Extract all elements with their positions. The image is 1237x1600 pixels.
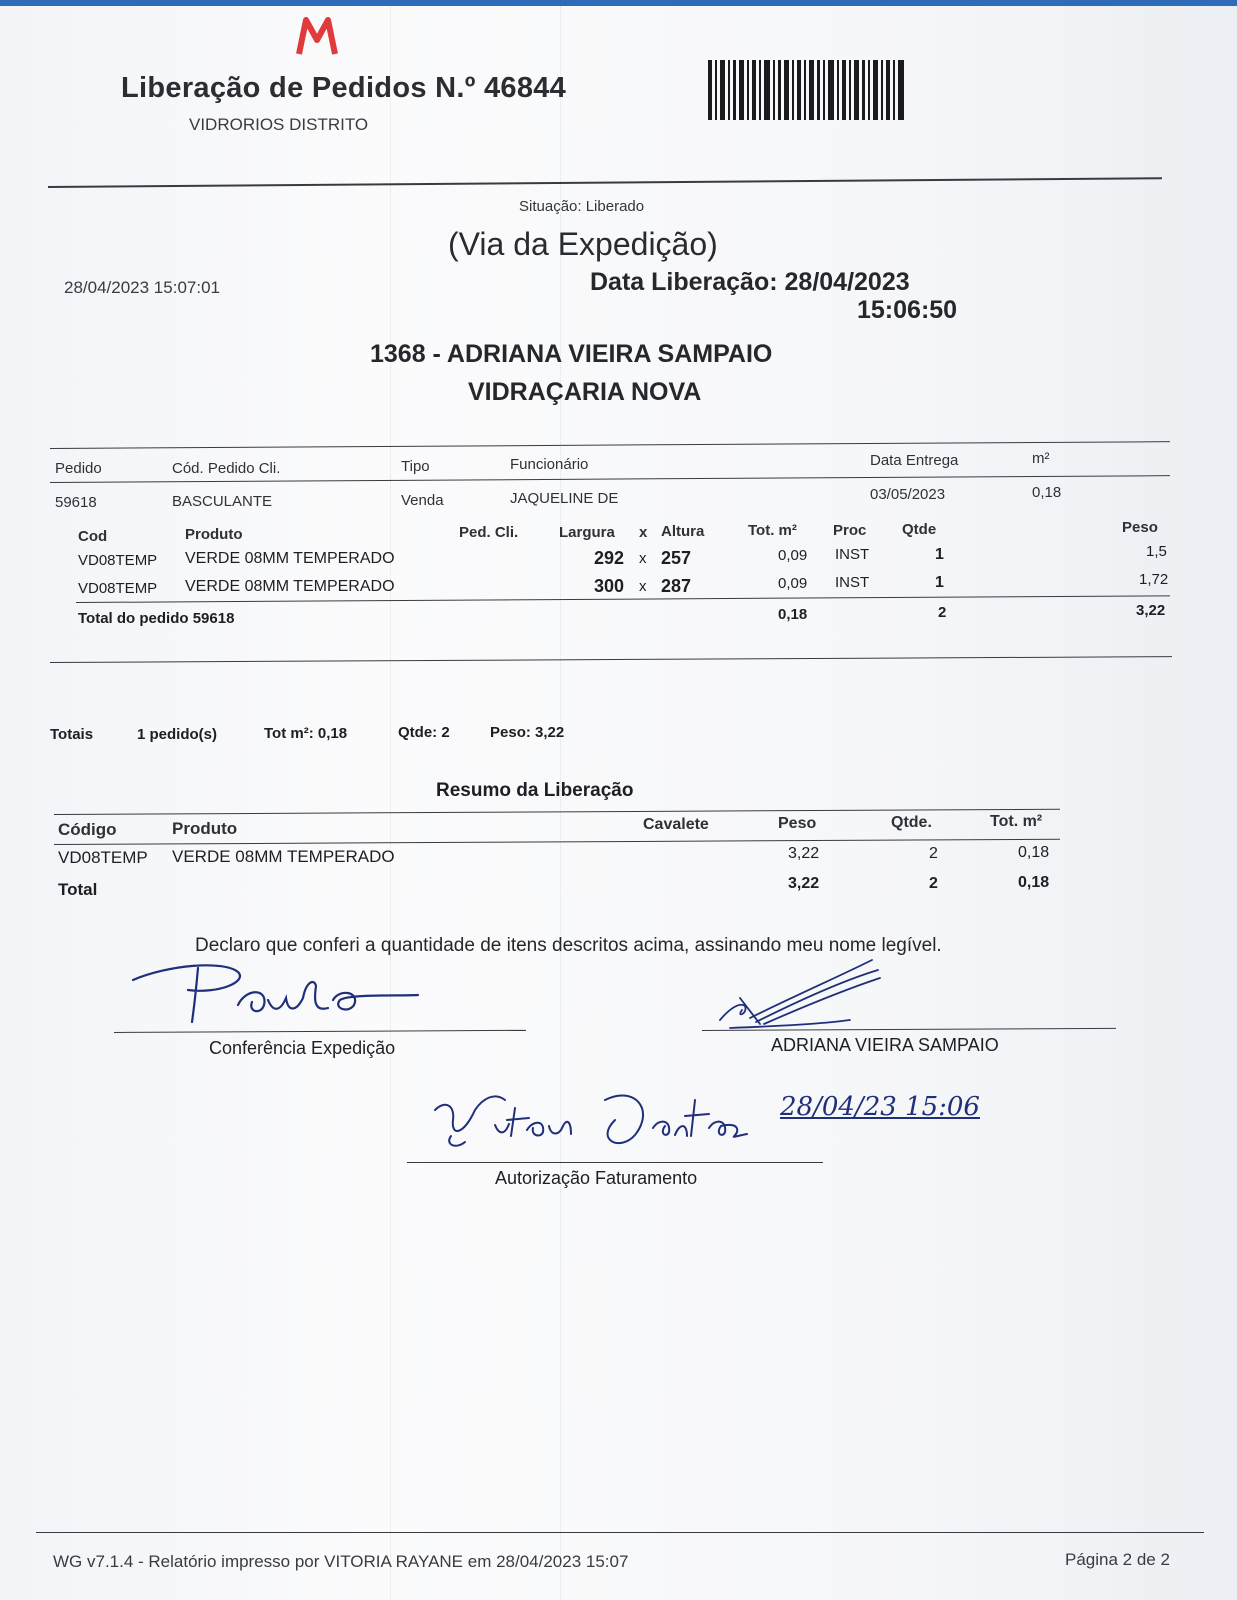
summary-row-produto: VERDE 08MM TEMPERADO (172, 847, 395, 866)
footer-rule (36, 1532, 1204, 1533)
copy-label: (Via da Expedição) (448, 226, 718, 262)
summary-header-tot-m2: Tot. m² (990, 813, 1043, 830)
order-total-peso: 3,22 (1136, 602, 1166, 619)
faturamento-signature (425, 1080, 775, 1165)
order-total-qtde: 2 (938, 604, 947, 621)
item-row-1-proc: INST (835, 546, 870, 563)
conferencia-label: Conferência Expedição (209, 1038, 396, 1058)
summary-title: Resumo da Liberação (436, 780, 634, 801)
value-tipo: Venda (401, 492, 444, 509)
value-cod-pedido-cli: BASCULANTE (172, 493, 273, 510)
order-total-tot-m2: 0,18 (778, 606, 808, 623)
item-row-2-cod: VD08TEMP (78, 580, 158, 597)
value-m2: 0,18 (1032, 484, 1062, 501)
summary-total-qtde: 2 (929, 875, 938, 892)
faturamento-line (407, 1162, 823, 1163)
label-pedido: Pedido (55, 460, 102, 477)
footer-page-number: Página 2 de 2 (1065, 1550, 1170, 1569)
item-row-1-qtde: 1 (935, 546, 944, 563)
item-row-2-x: x (639, 578, 647, 595)
summary-header-produto: Produto (172, 819, 238, 838)
summary-header-qtde: Qtde. (891, 814, 932, 831)
cliente-signature (700, 958, 900, 1038)
summary-row-qtde: 2 (929, 845, 938, 862)
footer-report-info: WG v7.1.4 - Relatório impresso por VITORIA RAYANE em 28/04/2023 15:07 (53, 1552, 629, 1571)
items-header-tot-m2: Tot. m² (748, 522, 797, 539)
barcode (708, 60, 904, 120)
order-bottom-rule (50, 656, 1172, 663)
totals-pedidos: 1 pedido(s) (137, 726, 218, 743)
header-divider (48, 177, 1162, 188)
scan-edge (0, 0, 1237, 6)
totals-qtde: Qtde: 2 (398, 724, 450, 741)
totals-label: Totais (50, 726, 94, 743)
release-date: Data Liberação: 28/04/2023 (590, 268, 910, 296)
summary-header-cavalete: Cavalete (643, 816, 709, 833)
client-name: 1368 - ADRIANA VIEIRA SAMPAIO (370, 340, 773, 368)
item-row-1-largura: 292 (594, 548, 625, 568)
label-data-entrega: Data Entrega (870, 452, 959, 469)
summary-total-label: Total (58, 880, 98, 899)
item-row-2-qtde: 1 (935, 574, 944, 591)
item-row-2-largura: 300 (594, 576, 625, 596)
item-row-1-peso: 1,5 (1146, 543, 1167, 560)
items-header-ped-cli: Ped. Cli. (459, 524, 519, 541)
summary-row-peso: 3,22 (788, 845, 820, 862)
handwritten-date (780, 1092, 980, 1122)
value-data-entrega: 03/05/2023 (870, 486, 946, 503)
value-funcionario: JAQUELINE DE (510, 490, 619, 507)
label-m2: m² (1032, 450, 1050, 467)
label-tipo: Tipo (401, 458, 430, 475)
totals-peso: Peso: 3,22 (490, 724, 565, 741)
label-cod-pedido-cli: Cód. Pedido Cli. (172, 460, 281, 477)
item-row-1-produto: VERDE 08MM TEMPERADO (185, 550, 395, 567)
cliente-label: ADRIANA VIEIRA SAMPAIO (771, 1035, 999, 1055)
client-company: VIDRAÇARIA NOVA (468, 378, 702, 406)
item-row-2-proc: INST (835, 574, 870, 591)
items-header-produto: Produto (185, 526, 243, 543)
faturamento-label: Autorização Faturamento (495, 1168, 698, 1188)
item-row-2-tot-m2: 0,09 (778, 575, 808, 592)
items-header-qtde: Qtde (902, 521, 937, 538)
label-funcionario: Funcionário (510, 456, 589, 473)
items-header-proc: Proc (833, 522, 867, 539)
document-title: Liberação de Pedidos N.º 46844 (121, 72, 567, 104)
items-header-cod: Cod (78, 528, 108, 545)
release-time: 15:06:50 (857, 296, 958, 324)
items-header-x: x (639, 524, 648, 541)
summary-row-codigo: VD08TEMP (58, 848, 148, 867)
printed-timestamp: 28/04/2023 15:07:01 (64, 278, 220, 297)
item-row-1-cod: VD08TEMP (78, 552, 158, 569)
summary-header-peso: Peso (778, 815, 817, 832)
status-label: Situação: Liberado (519, 198, 645, 215)
order-total-label: Total do pedido 59618 (78, 610, 235, 627)
scan-artifact-line (390, 0, 391, 1600)
item-row-2-altura: 287 (661, 576, 692, 596)
company-name: VIDRORIOS DISTRITO (189, 115, 369, 134)
totals-tot-m2: Tot m²: 0,18 (264, 725, 348, 742)
item-row-1-tot-m2: 0,09 (778, 547, 808, 564)
item-row-2-peso: 1,72 (1139, 571, 1169, 588)
conferencia-signature (128, 960, 428, 1035)
company-logo (294, 14, 340, 58)
handwritten-date-text: 28/04/23 15:06 (780, 1092, 980, 1122)
items-header-peso: Peso (1122, 519, 1158, 536)
items-header-altura: Altura (661, 523, 705, 540)
value-pedido: 59618 (55, 494, 97, 511)
summary-header-rule (54, 839, 1060, 845)
declaration-text: Declaro que conferi a quantidade de itens descritos acima, assinando meu nome legível. (195, 935, 942, 956)
items-header-largura: Largura (559, 524, 615, 541)
summary-total-peso: 3,22 (788, 875, 820, 892)
item-row-1-x: x (639, 550, 647, 567)
item-row-1-altura: 257 (661, 548, 692, 568)
summary-header-codigo: Código (58, 820, 117, 839)
summary-total-tot-m2: 0,18 (1018, 874, 1050, 891)
summary-row-tot-m2: 0,18 (1018, 844, 1050, 861)
item-row-2-produto: VERDE 08MM TEMPERADO (185, 578, 395, 595)
order-top-rule (50, 441, 1170, 449)
